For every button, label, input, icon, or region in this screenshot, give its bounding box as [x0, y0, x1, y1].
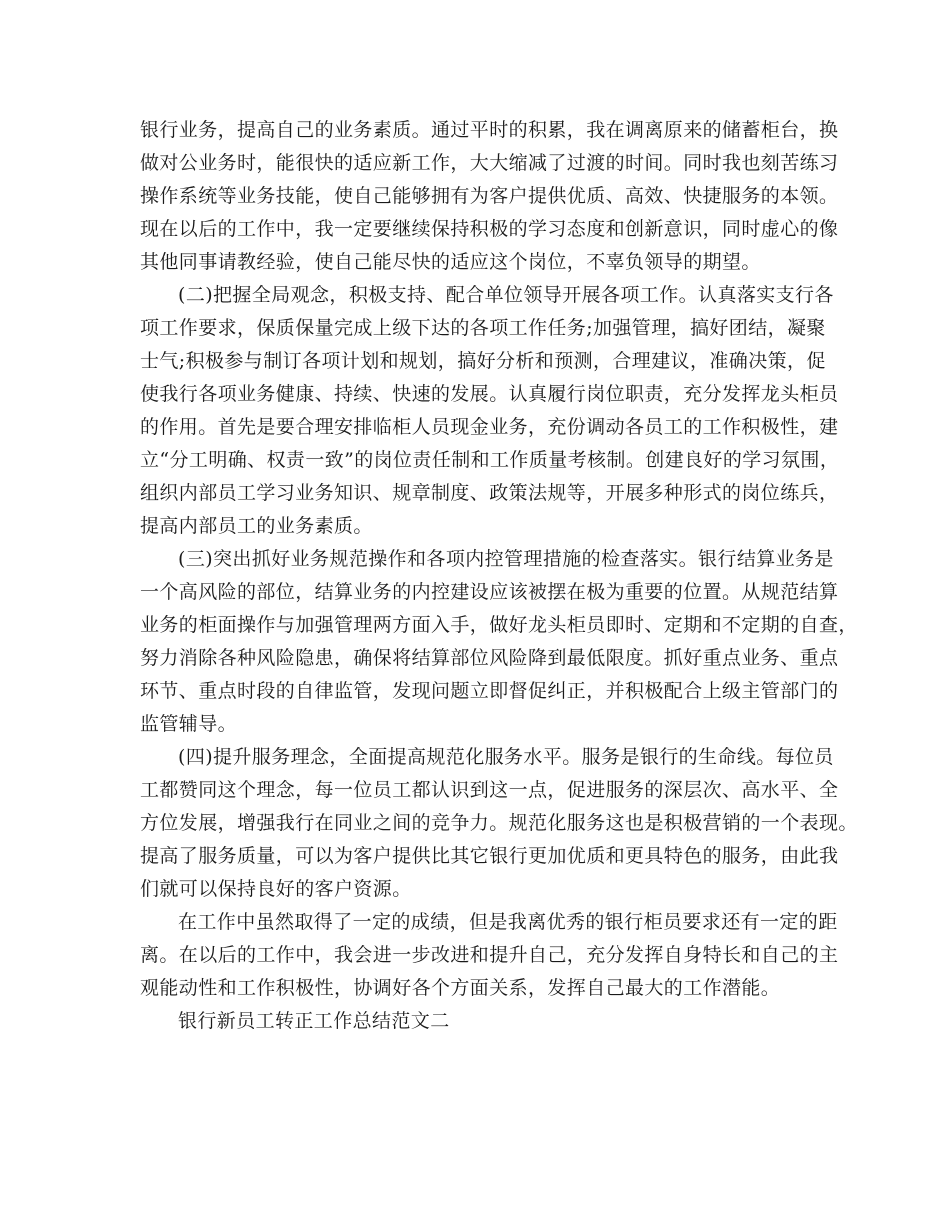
- text-line: 做对公业务时，能很快的适应新工作，大大缩减了过渡的时间。同时我也刻苦练习: [140, 152, 839, 174]
- text-line: 提高了服务质量，可以为客户提供比其它银行更加优质和更具特色的服务，由此我: [140, 845, 839, 867]
- paragraph-2-start: (二)把握全局观念，积极支持、配合单位领导开展各项工作。认真落实支行各: [178, 284, 834, 306]
- text-line: 士气;积极参与制订各项计划和规划，搞好分析和预测，合理建议，准确决策，促: [140, 350, 826, 372]
- text-line: 方位发展，增强我行在同业之间的竞争力。规范化服务这也是积极营销的一个表现。: [140, 812, 858, 834]
- section-heading: 银行新员工转正工作总结范文二: [178, 1010, 450, 1032]
- text-line: 的作用。首先是要合理安排临柜人员现金业务，充份调动各员工的工作积极性，建: [140, 416, 839, 438]
- text-line: 监管辅导。: [140, 713, 238, 735]
- text-line: 银行业务，提高自己的业务素质。通过平时的积累，我在调离原来的储蓄柜台，换: [140, 119, 839, 141]
- text-line: 努力消除各种风险隐患，确保将结算部位风险降到最低限度。抓好重点业务、重点: [140, 647, 839, 669]
- text-line: 业务的柜面操作与加强管理两方面入手，做好龙头柜员即时、定期和不定期的自查，: [140, 614, 858, 636]
- text-line: 一个高风险的部位，结算业务的内控建设应该被摆在极为重要的位置。从规范结算: [140, 581, 839, 603]
- text-line: 立“分工明确、权责一致”的岗位责任制和工作质量考核制。创建良好的学习氛围，: [140, 449, 840, 471]
- text-line: 提高内部员工的业务素质。: [140, 515, 373, 537]
- text-line: 项工作要求，保质保量完成上级下达的各项工作任务;加强管理，搞好团结，凝聚: [140, 317, 826, 339]
- text-line: 组织内部员工学习业务知识、规章制度、政策法规等，开展多种形式的岗位练兵，: [140, 482, 839, 504]
- text-line: 们就可以保持良好的客户资源。: [140, 878, 412, 900]
- text-line: 操作系统等业务技能，使自己能够拥有为客户提供优质、高效、快捷服务的本领。: [140, 185, 839, 207]
- text-line: 环节、重点时段的自律监管，发现问题立即督促纠正，并积极配合上级主管部门的: [140, 680, 839, 702]
- paragraph-3-start: (三)突出抓好业务规范操作和各项内控管理措施的检查落实。银行结算业务是: [178, 548, 834, 570]
- text-line: 使我行各项业务健康、持续、快速的发展。认真履行岗位职责，充分发挥龙头柜员: [140, 383, 839, 405]
- text-line: 现在以后的工作中，我一定要继续保持积极的学习态度和创新意识，同时虚心的像: [140, 218, 839, 240]
- text-line: 离。在以后的工作中，我会进一步改进和提升自己，充分发挥自身特长和自己的主: [140, 944, 839, 966]
- paragraph-5-start: 在工作中虽然取得了一定的成绩，但是我离优秀的银行柜员要求还有一定的距: [178, 911, 838, 933]
- text-line: 其他同事请教经验，使自己能尽快的适应这个岗位，不辜负领导的期望。: [140, 251, 761, 273]
- paragraph-4-start: (四)提升服务理念，全面提高规范化服务水平。服务是银行的生命线。每位员: [178, 746, 834, 768]
- text-line: 观能动性和工作积极性，协调好各个方面关系，发挥自己最大的工作潜能。: [140, 977, 781, 999]
- text-line: 工都赞同这个理念，每一位员工都认识到这一点，促进服务的深层次、高水平、全: [140, 779, 839, 801]
